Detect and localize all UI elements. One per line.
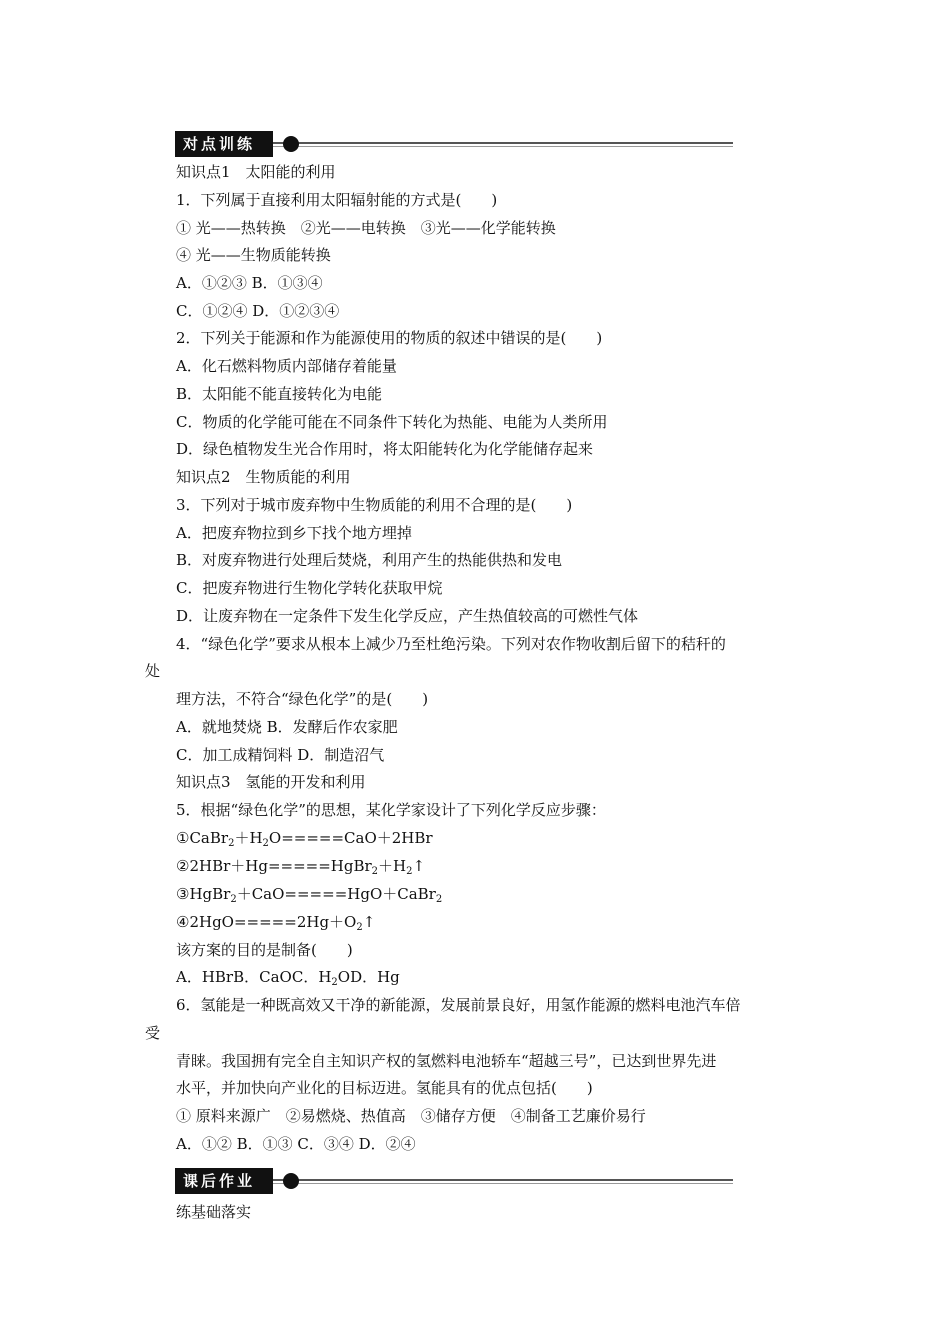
reaction-equation-1: $①CaBr_2+H_2O=====CaO+2HBr$: [176, 829, 433, 849]
answer-options: A．HBrB．CaOC．$H_2OD$．Hg: [176, 968, 400, 988]
answer-options: A．①② B．①③ C．③④ D．②④: [176, 1135, 416, 1153]
question-stem: 3．下列对于城市废弃物中生物质能的利用不合理的是( ): [176, 496, 573, 514]
banner-rule: [273, 1179, 733, 1181]
question-stem-wrap: 受: [145, 1024, 161, 1042]
question-text: ① 光——热转换 ②光——电转换 ③光——化学能转换: [176, 219, 556, 237]
question-stem: 4．“绿色化学”要求从根本上减少乃至杜绝污染。下列对农作物收割后留下的秸秆的: [176, 635, 726, 653]
answer-option: B．太阳能不能直接转化为电能: [176, 385, 383, 403]
reaction-equation-3: ③HgBr$_2$＋CaO=====HgO＋CaBr$_2$: [176, 885, 443, 905]
question-stem: 理方法，不符合“绿色化学”的是( ): [176, 690, 429, 708]
knowledge-point-heading: 知识点1 太阳能的利用: [176, 163, 336, 181]
bullet-dot-icon: [283, 136, 299, 152]
reaction-equation-4: $④2HgO=====2Hg+O_2↑$: [176, 913, 376, 933]
answer-options: C．①②④ D．①②③④: [176, 302, 340, 320]
knowledge-point-heading: 知识点3 氢能的开发和利用: [176, 773, 366, 791]
answer-options: A．就地焚烧 B．发酵后作农家肥: [176, 718, 398, 736]
question-text: ④ 光——生物质能转换: [176, 246, 331, 264]
answer-option: C．把废弃物进行生物化学转化获取甲烷: [176, 579, 443, 597]
answer-options: A．①②③ B．①③④: [176, 274, 323, 292]
reaction-equation-2: $②2HBr+Hg=====HgBr_2+H_2↑$: [176, 857, 426, 877]
answer-option: C．物质的化学能可能在不同条件下转化为热能、电能为人类所用: [176, 413, 608, 431]
answer-option: B．对废弃物进行处理后焚烧，利用产生的热能供热和发电: [176, 551, 563, 569]
question-stem: 该方案的目的是制备( ): [176, 941, 353, 959]
answer-option: A．化石燃料物质内部储存着能量: [176, 357, 397, 375]
bullet-dot-icon: [283, 1173, 299, 1189]
answer-option: A．把废弃物拉到乡下找个地方埋掉: [176, 524, 412, 542]
banner-rule-thin: [273, 146, 733, 147]
subsection-heading: 练基础落实: [176, 1203, 252, 1221]
banner-rule-thin: [273, 1183, 733, 1184]
question-stem: 2．下列关于能源和作为能源使用的物质的叙述中错误的是( ): [176, 329, 603, 347]
banner-rule: [273, 142, 733, 144]
section-title: 课后作业: [175, 1168, 273, 1194]
answer-option: D．绿色植物发生光合作用时，将太阳能转化为化学能储存起来: [176, 440, 594, 458]
question-stem: 5．根据“绿色化学”的思想，某化学家设计了下列化学反应步骤：: [176, 801, 606, 819]
answer-options: C．加工成精饲料 D．制造沼气: [176, 746, 385, 764]
section-title: 对点训练: [175, 131, 273, 157]
question-stem: 青睐。我国拥有完全自主知识产权的氢燃料电池轿车“超越三号”，已达到世界先进: [176, 1052, 717, 1070]
question-stem: 水平，并加快向产业化的目标迈进。氢能具有的优点包括( ): [176, 1079, 593, 1097]
question-stem: 6．氢能是一种既高效又干净的新能源，发展前景良好，用氢作能源的燃料电池汽车倍: [176, 996, 741, 1014]
question-stem: 1．下列属于直接利用太阳辐射能的方式是( ): [176, 191, 498, 209]
question-stem-wrap: 处: [145, 662, 161, 680]
question-text: ① 原料来源广 ②易燃烧、热值高 ③储存方便 ④制备工艺廉价易行: [176, 1107, 646, 1125]
knowledge-point-heading: 知识点2 生物质能的利用: [176, 468, 351, 486]
answer-option: D．让废弃物在一定条件下发生化学反应，产生热值较高的可燃性气体: [176, 607, 639, 625]
